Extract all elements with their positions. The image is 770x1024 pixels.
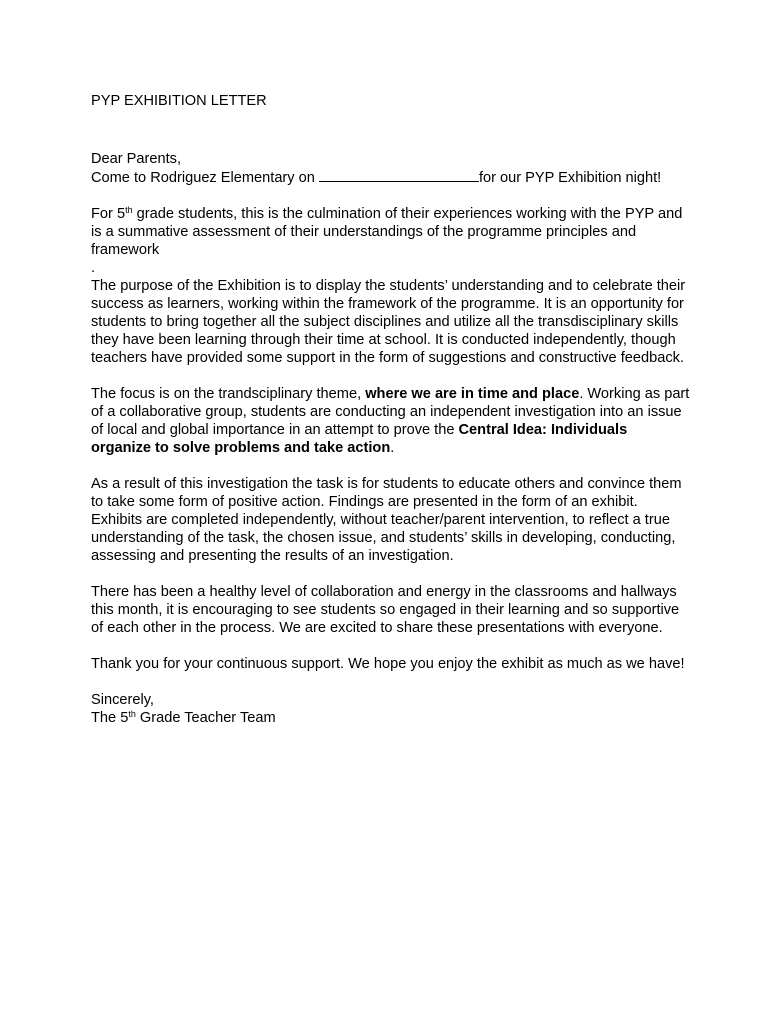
signature-text-b: Grade Teacher Team xyxy=(135,710,276,726)
stray-dot: . xyxy=(91,260,96,276)
paragraph-thanks: Thank you for your continuous support. We hope you enjoy the exhibit as much as we have! xyxy=(91,656,685,672)
signature-superscript: th xyxy=(128,709,136,719)
paragraph-purpose: The purpose of the Exhibition is to display the students’ understanding and to celebrate their success as learners, working within the framework of the programme. It is an opportunity for students to bring together all the subject disciplines and utilize all the transdisciplinary skills they have been learning through their time at school. It is conducted independently, though teachers have provided some support in the form of suggestions and constructive feedback. xyxy=(91,278,686,366)
intro-text-a: For 5 xyxy=(91,206,126,222)
closing: Sincerely, xyxy=(91,692,154,708)
central-idea-bold: Central Idea: Individuals organize to solve problems and take action xyxy=(91,422,628,456)
focus-text-c: . xyxy=(390,440,395,456)
signature xyxy=(91,709,691,727)
letter-page xyxy=(91,92,691,727)
salutation: Dear Parents, xyxy=(91,151,182,167)
focus-text-a: The focus is on the trandsciplinary theme, xyxy=(91,386,366,402)
date-blank xyxy=(319,168,479,182)
paragraph-focus xyxy=(91,385,691,457)
invite-line xyxy=(91,168,691,187)
paragraph-collaboration: There has been a healthy level of collaboration and energy in the classrooms and hallways this month, it is encouraging to see students so engaged in their learning and so supportive of each other in the process. We are excited to share these presentations with everyone. xyxy=(91,584,680,636)
theme-bold: where we are in time and place xyxy=(365,386,580,402)
paragraph-intro xyxy=(91,205,691,259)
letter-title: PYP EXHIBITION LETTER xyxy=(91,93,267,109)
intro-superscript: th xyxy=(125,205,133,215)
invite-before: Come to Rodriguez Elementary on xyxy=(91,170,319,186)
signature-text-a: The 5 xyxy=(91,710,129,726)
paragraph-result: As a result of this investigation the task is for students to educate others and convince them to take some form of positive action. Findings are presented in the form of an exhibit. Exhibits are completed independently, without teacher/parent intervention, to reflect a true understanding of the task, the chosen issue, and students’ skills in developing, conducting, assessing and presenting the results of an investigation. xyxy=(91,476,682,564)
invite-after: for our PYP Exhibition night! xyxy=(478,170,662,186)
intro-text-b: grade students, this is the culmination of their experiences working with the PYP and is a summative assessment of their understandings of the programme principles and framework xyxy=(91,206,683,258)
focus-text-b: . Working as part of a collaborative group, students are conducting an independent investigation into an issue of local and global importance in an attempt to prove the xyxy=(91,386,690,438)
